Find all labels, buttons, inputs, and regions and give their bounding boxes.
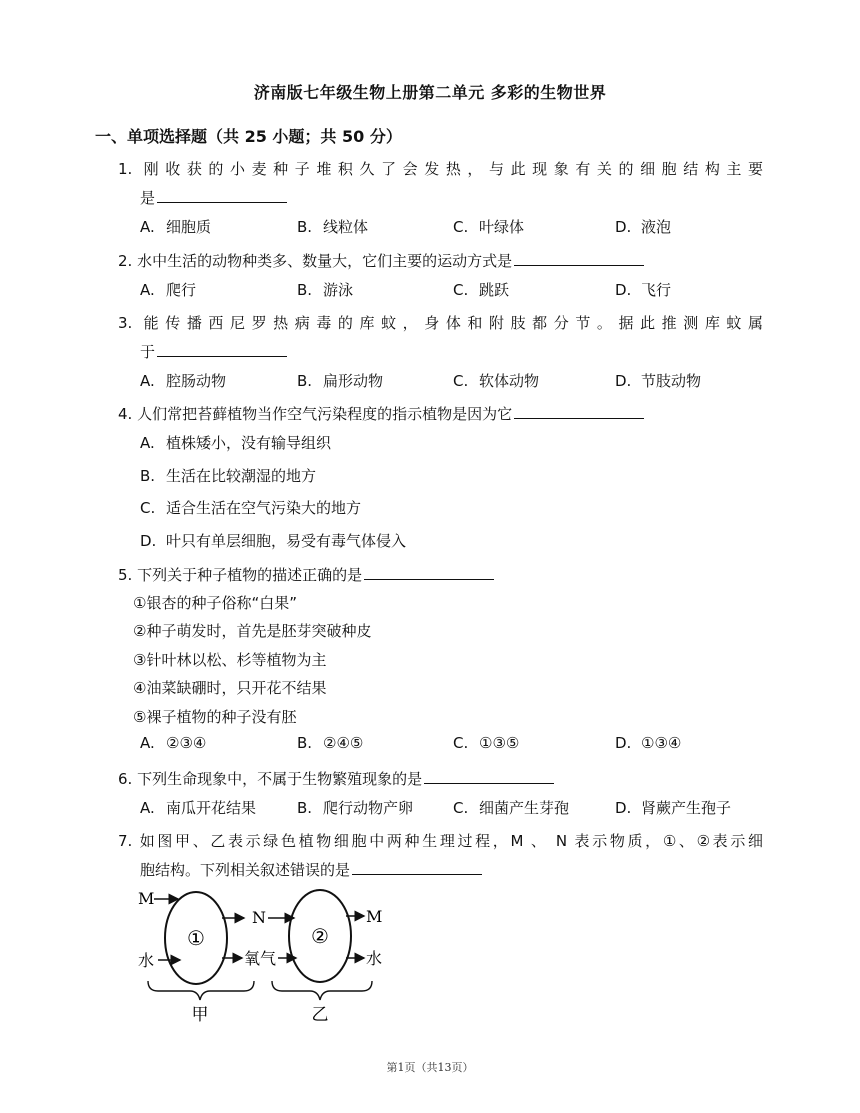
- option-a[interactable]: A. 爬行: [140, 281, 197, 299]
- label-yi: 乙: [311, 1005, 329, 1025]
- question-2-stem: 2. 水中生活的动物种类多、数量大，它们主要的运动方式是: [118, 250, 763, 271]
- answer-blank[interactable]: [352, 860, 482, 875]
- question-4-stem: 4. 人们常把苔藓植物当作空气污染程度的指示植物是因为它: [118, 403, 763, 424]
- water-in: 水: [138, 951, 155, 970]
- option-b[interactable]: B. 扁形动物: [297, 372, 384, 390]
- question-3-stem-cont: 于: [140, 341, 760, 362]
- question-7-stem: 7. 如图甲、乙表示绿色植物细胞中两种生理过程，M 、 N 表示物质，①、②表示细: [118, 832, 763, 850]
- option-a[interactable]: A. 腔肠动物: [140, 372, 227, 390]
- question-5-stem: 5. 下列关于种子植物的描述正确的是: [118, 564, 763, 585]
- option-a[interactable]: A. ②③④: [140, 734, 207, 752]
- option-d[interactable]: D. 飞行: [615, 281, 672, 299]
- option-b[interactable]: B. 游泳: [297, 281, 354, 299]
- substance-m-out: M: [366, 907, 383, 926]
- option-d[interactable]: D. ①③④: [615, 734, 682, 752]
- answer-blank[interactable]: [157, 342, 287, 357]
- cell-label-2: ②: [311, 924, 329, 948]
- option-c[interactable]: C. 叶绿体: [453, 218, 525, 236]
- option-b[interactable]: B. 生活在比较潮湿的地方: [140, 467, 317, 485]
- answer-blank[interactable]: [514, 404, 644, 419]
- option-d[interactable]: D. 液泡: [615, 218, 672, 236]
- statement-item: ②种子萌发时，首先是胚芽突破种皮: [133, 622, 372, 640]
- statement-item: ①银杏的种子俗称“白果”: [133, 594, 297, 612]
- option-d[interactable]: D. 节肢动物: [615, 372, 702, 390]
- option-c[interactable]: C. 适合生活在空气污染大的地方: [140, 499, 362, 517]
- option-b[interactable]: B. 爬行动物产卵: [297, 799, 414, 817]
- option-c[interactable]: C. 跳跃: [453, 281, 510, 299]
- option-b[interactable]: B. 线粒体: [297, 218, 369, 236]
- option-b[interactable]: B. ②④⑤: [297, 734, 364, 752]
- brace-yi: [272, 981, 372, 1000]
- question-6-stem: 6. 下列生命现象中，不属于生物繁殖现象的是: [118, 768, 763, 789]
- section-heading: 一、单项选择题（共 25 小题；共 50 分）: [95, 127, 402, 146]
- option-c[interactable]: C. 软体动物: [453, 372, 540, 390]
- option-c[interactable]: C. 细菌产生芽孢: [453, 799, 570, 817]
- option-d[interactable]: D. 肾蕨产生孢子: [615, 799, 732, 817]
- statement-item: ⑤裸子植物的种子没有胚: [133, 708, 297, 726]
- statement-item: ③针叶林以松、杉等植物为主: [133, 651, 327, 669]
- answer-blank[interactable]: [157, 188, 287, 203]
- question-3-stem: 3. 能传播西尼罗热病毒的库蚊，身体和附肢都分节。据此推测库蚊属: [118, 314, 763, 332]
- question-1-stem: 1. 刚收获的小麦种子堆积久了会发热，与此现象有关的细胞结构主要: [118, 160, 763, 178]
- option-d[interactable]: D. 叶只有单层细胞，易受有毒气体侵入: [140, 532, 407, 550]
- option-c[interactable]: C. ①③⑤: [453, 734, 520, 752]
- question-7-stem-cont: 胞结构。下列相关叙述错误的是: [140, 859, 760, 880]
- page-title: 济南版七年级生物上册第二单元 多彩的生物世界: [253, 83, 607, 102]
- cell-label-1: ①: [187, 926, 205, 950]
- substance-n: N: [252, 908, 266, 927]
- answer-blank[interactable]: [424, 769, 554, 784]
- substance-m-in: M: [138, 889, 155, 908]
- statement-item: ④油菜缺硼时，只开花不结果: [133, 679, 327, 697]
- answer-blank[interactable]: [364, 565, 494, 580]
- option-a[interactable]: A. 细胞质: [140, 218, 212, 236]
- option-a[interactable]: A. 南瓜开花结果: [140, 799, 257, 817]
- page-footer: 第1页（共13页）: [386, 1061, 474, 1074]
- label-jia: 甲: [191, 1005, 209, 1025]
- option-a[interactable]: A. 植株矮小，没有输导组织: [140, 434, 332, 452]
- water-out: 水: [366, 949, 383, 968]
- oxygen-label: 氧气: [244, 949, 277, 968]
- cell-process-diagram: [130, 878, 390, 1028]
- answer-blank[interactable]: [514, 251, 644, 266]
- question-1-stem-cont: 是: [140, 187, 760, 208]
